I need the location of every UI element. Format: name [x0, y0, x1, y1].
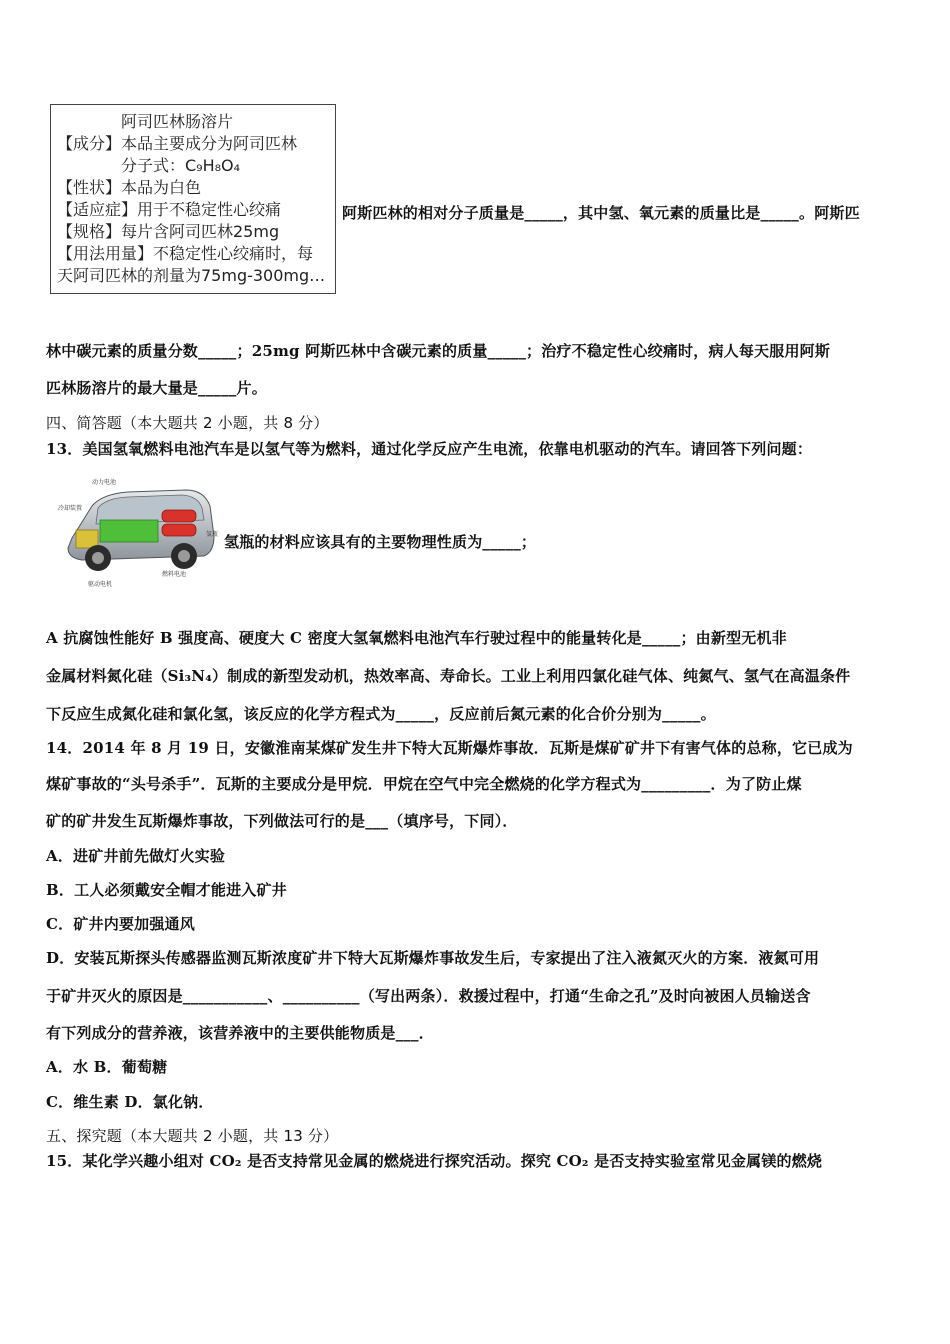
q14-options-ab: A．水 B．葡萄糖 [46, 1058, 168, 1076]
aspirin-label-box [50, 104, 336, 294]
q13-line-3: 下反应生成氮化硅和氯化氢，该反应的化学方程式为_____，反应前后氮元素的化合价分别为_____。 [46, 705, 716, 723]
q14-option-b: B．工人必须戴安全帽才能进入矿井 [46, 881, 287, 899]
q14-line-5: 于矿井灭火的原因是___________、__________（写出两条）．救援过程中，打通“生命之孔”及时向被困人员输送含 [46, 987, 811, 1005]
q14-line-3: 矿的矿井发生瓦斯爆炸事故，下列做法可行的是___（填序号，下同）． [46, 812, 518, 830]
car-label-drive-motor: 驱动电机 [88, 581, 113, 588]
q13-hydrogen-bottle-question: 氢瓶的材料应该具有的主要物理性质为_____； [224, 533, 537, 551]
q13-line-1: A 抗腐蚀性能好 B 强度高、硬度大 C 密度大氢氧燃料电池汽车行驶过程中的能量转化是_____；由新型无机非 [46, 629, 787, 647]
aspirin-label-line: 【成分】本品主要成分为阿司匹林 [57, 134, 298, 153]
car-label-fuel-cell: 燃料电池 [162, 571, 187, 578]
aspirin-label-line: 【规格】每片含阿司匹林25mg [57, 222, 280, 241]
q14-options-cd: C．维生素 D．氯化钠． [46, 1093, 214, 1111]
q12-line-3: 匹林肠溶片的最大量是_____片。 [46, 379, 267, 397]
aspirin-label-title: 阿司匹林肠溶片 [121, 112, 234, 131]
aspirin-label-line: 【适应症】用于不稳定性心绞痛 [57, 200, 282, 219]
q15-line-1: 15．某化学兴趣小组对 CO₂ 是否支持常见金属的燃烧进行探究活动。探究 CO₂ 是否支持实验室常见金属镁的燃烧 [46, 1152, 823, 1170]
q14-line-2: 煤矿事故的“头号杀手”．瓦斯的主要成分是甲烷．甲烷在空气中完全燃烧的化学方程式为_________．为了防止煤 [46, 775, 802, 793]
q12-line-1: 阿斯匹林的相对分子质量是_____，其中氢、氧元素的质量比是_____。阿斯匹 [342, 204, 860, 222]
aspirin-label-line: 【用法用量】不稳定性心绞痛时，每 [57, 244, 314, 263]
aspirin-label-line: 天阿司匹林的剂量为75mg-300mg… [57, 266, 326, 285]
q13-line-2: 金属材料氮化硅（Si₃N₄）制成的新型发动机，热效率高、寿命长。工业上利用四氯化硅气体、纯氮气、氢气在高温条件 [46, 667, 851, 685]
car-label-hydrogen-bottle: 氢瓶 [206, 531, 219, 538]
section-5-heading: 五、探究题（本大题共 2 小题，共 13 分） [46, 1127, 339, 1145]
car-label-power-battery: 动力电池 [92, 479, 117, 486]
q14-line-4: D．安装瓦斯探头传感器监测瓦斯浓度矿井下特大瓦斯爆炸事故发生后，专家提出了注入液氮灭火的方案．液氮可用 [46, 949, 820, 967]
q12-line-2: 林中碳元素的质量分数_____；25mg 阿斯匹林中含碳元素的质量_____；治疗不稳定性心绞痛时，病人每天服用阿斯 [46, 342, 831, 360]
q13-stem: 13．美国氢氧燃料电池汽车是以氢气等为燃料，通过化学反应产生电流，依靠电机驱动的汽车。请回答下列问题： [46, 440, 813, 458]
car-label-cooling: 冷却装置 [58, 505, 83, 512]
aspirin-label-line: 【性状】本品为白色 [57, 178, 202, 197]
aspirin-label-line: 分子式：C₉H₈O₄ [121, 156, 241, 175]
q14-line-6: 有下列成分的营养液，该营养液中的主要供能物质是___． [46, 1024, 434, 1042]
q14-option-c: C．矿井内要加强通风 [46, 915, 195, 933]
q14-line-1: 14．2014 年 8 月 19 日，安徽淮南某煤矿发生井下特大瓦斯爆炸事故．瓦斯是煤矿矿井下有害气体的总称，它已成为 [46, 739, 853, 757]
q14-option-a: A．进矿井前先做灯火实验 [46, 847, 226, 865]
section-4-heading: 四、简答题（本大题共 2 小题，共 8 分） [46, 414, 329, 432]
hydrogen-car-illustration [58, 476, 220, 588]
